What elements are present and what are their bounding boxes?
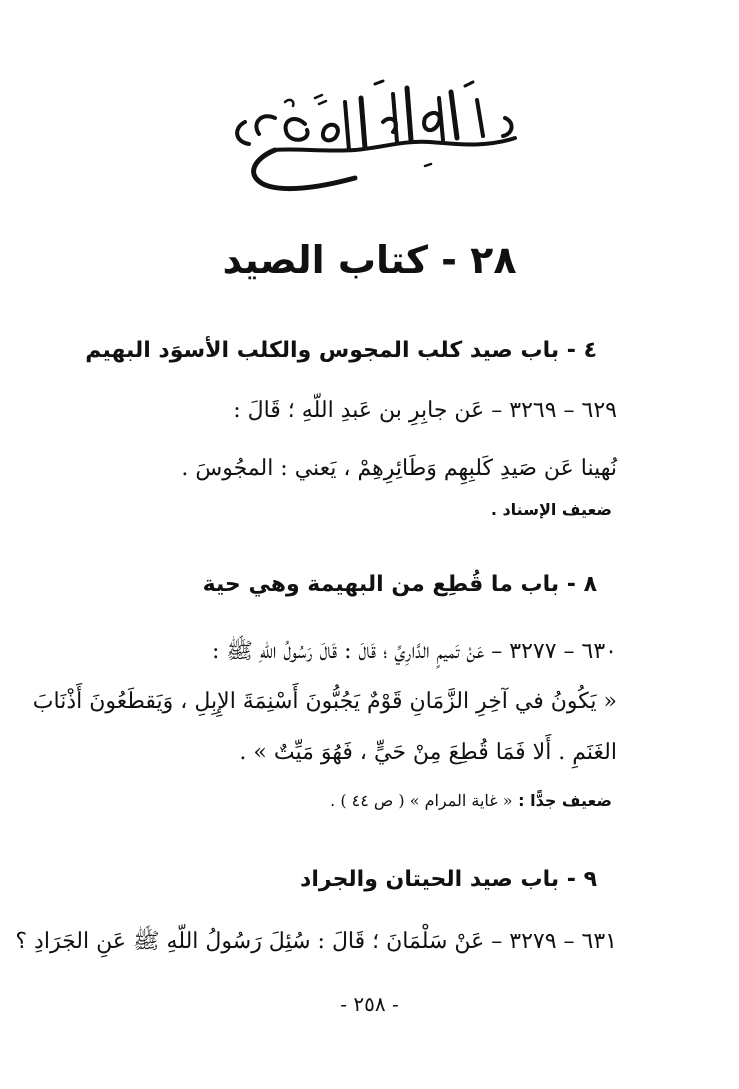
hadith-630-header: ٦٣٠ – ٣٢٧٧ – عَنْ تَميمٍ الدَّارِيِّ ؛ قَالَ : قَالَ رَسُولُ اللّهِ ﷺ : (211, 639, 617, 664)
grade-label: ضعيف الإسناد . (490, 500, 612, 519)
chapter-heading-4: ٤ - باب صيد كلب المجوس والكلب الأسوَد البهيم (85, 338, 597, 363)
chapter-heading-9: ٩ - باب صيد الحيتان والجراد (300, 867, 597, 892)
chapter-heading-8: ٨ - باب ما قُطِع من البهيمة وهي حية (202, 572, 597, 597)
hadith-629-text: نُهينا عَن صَيدِ كَلبِهِم وَطَائِرِهِمْ ، يَعني : المجُوسَ . (181, 456, 617, 481)
hadith-630-text-line-1: « يَكُونُ في آخِرِ الزَّمَانِ قَوْمٌ يَجُبُّونَ أَسْنِمَةَ الإِبِلِ ، وَيَقطَعُونَ أَذْنَابَ (32, 689, 617, 714)
page-number: - ٢٥٨ - (340, 992, 399, 1016)
hadith-629-grade (491, 500, 612, 519)
grade-label: ضعيف جدًّا : (518, 791, 612, 810)
basmala-calligraphy-image (215, 78, 525, 198)
book-title: ٢٨ - كتاب الصيد (222, 238, 517, 282)
grade-source: « غاية المرام » ( ص ٤٤ ) . (330, 791, 513, 810)
basmala-calligraphy (215, 78, 525, 198)
hadith-630-text-line-2: الغَنَمِ . أَلا فَمَا قُطِعَ مِنْ حَيٍّ ، فَهُوَ مَيِّتٌ » . (239, 740, 617, 765)
hadith-629-header: ٦٢٩ – ٣٢٦٩ – عَن جابِرِ بن عَبدِ اللّهِ ؛ قَالَ : (233, 398, 617, 423)
hadith-630-grade (330, 791, 612, 810)
hadith-631-header: ٦٣١ – ٣٢٧٩ – عَنْ سَلْمَانَ ؛ قَالَ : سُئِلَ رَسُولُ اللّهِ ﷺ عَنِ الجَرَادِ ؟ (15, 929, 617, 954)
